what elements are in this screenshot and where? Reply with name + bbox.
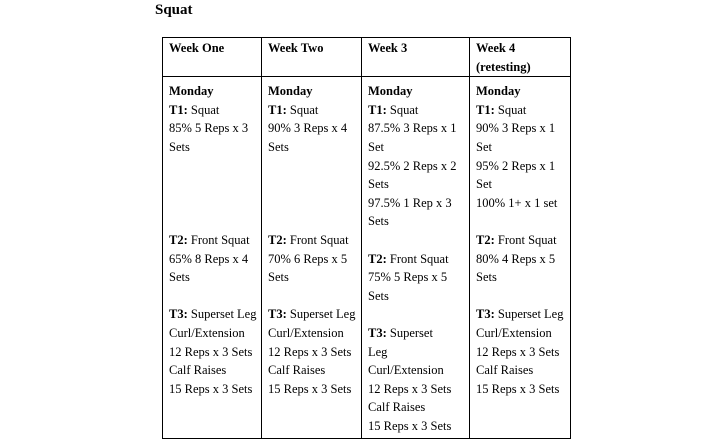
exercise-name: Front Squat [187,232,250,247]
prescription-line: 87.5% 3 Reps x 1 Set [368,121,457,154]
blank-line [368,231,465,250]
day-label: Monday [476,84,521,99]
week-cell [362,77,470,439]
exercise-name: Front Squat [286,232,349,247]
blank-line [268,175,357,194]
exercise-line [476,101,566,120]
prescription-line: 70% 6 Reps x 5 Sets [268,251,348,285]
page-title: Squat [155,2,193,18]
squat-program-table [162,37,571,439]
prescription-line: 80% 4 Reps x 5 Sets [476,251,556,285]
prescription-line: 85% 5 Reps x 3 Sets [169,121,249,154]
exercise-line [368,101,465,120]
exercise-line [268,231,357,250]
exercise-name: Superset Leg Curl/Extension [476,307,564,340]
tier-label: T1: [368,102,387,117]
prescription-line: 15 Reps x 3 Sets [169,381,253,396]
blank-line [268,287,357,306]
exercise-line [268,305,357,342]
prescription-line: 92.5% 2 Reps x 2 Sets [368,158,457,192]
exercise-name: Front Squat [386,251,449,266]
blank-line [169,175,257,194]
prescription-line: 97.5% 1 Rep x 3 Sets [368,195,452,229]
tier-label: T1: [169,102,188,117]
tier-label: T3: [368,325,387,340]
prescription-line: 12 Reps x 3 Sets [368,381,452,396]
tier-label: T3: [476,307,495,322]
column-header-week-4: Week 4 (retesting) [470,38,571,77]
day-label: Monday [268,84,313,99]
blank-line [268,157,357,176]
exercise-line [368,324,465,343]
prescription-line: Calf Raises [169,363,227,378]
blank-line [169,212,257,231]
blank-line [169,194,257,213]
week-cell [262,77,362,439]
tier-label: T3: [169,307,188,322]
exercise-line [169,101,257,120]
blank-line [476,287,566,306]
column-header-week-one: Week One [163,38,262,77]
exercise-name: Squat [386,102,419,117]
prescription-line: 100% 1+ x 1 set [476,195,558,210]
exercise-name: Squat [494,102,527,117]
blank-line [169,287,257,306]
blank-line [476,212,566,231]
day-label: Monday [368,84,413,99]
exercise-line [268,101,357,120]
exercise-name: Squat [286,102,319,117]
prescription-line: Leg Curl/Extension [368,344,444,378]
day-label: Monday [169,84,214,99]
tier-label: T1: [268,102,287,117]
exercise-line [169,231,257,250]
table-header-row [163,38,571,77]
exercise-line [368,250,465,269]
prescription-line: 90% 3 Reps x 4 Sets [268,121,348,154]
table-row [163,77,571,439]
column-header-week-3: Week 3 [362,38,470,77]
exercise-name: Front Squat [494,232,557,247]
prescription-line: 12 Reps x 3 Sets [476,344,560,359]
tier-label: T3: [268,307,287,322]
exercise-line [476,231,566,250]
blank-line [368,305,465,324]
exercise-name: Squat [187,102,220,117]
blank-line [169,157,257,176]
week-cell [470,77,571,439]
exercise-line [476,305,566,342]
prescription-line: 95% 2 Reps x 1 Set [476,158,556,192]
prescription-line: 75% 5 Reps x 5 Sets [368,270,448,303]
tier-label: T2: [368,251,387,266]
prescription-line: Calf Raises [476,363,534,378]
prescription-line: 12 Reps x 3 Sets [268,344,352,359]
exercise-line [169,305,257,342]
tier-label: T2: [476,232,495,247]
prescription-line: 12 Reps x 3 Sets [169,344,253,359]
prescription-line: 15 Reps x 3 Sets [268,381,352,396]
tier-label: T2: [268,232,287,247]
prescription-line: 65% 8 Reps x 4 Sets [169,251,249,285]
prescription-line: Calf Raises [268,363,326,378]
prescription-line: 15 Reps x 3 Sets [476,381,560,396]
blank-line [268,212,357,231]
prescription-line: 15 Reps x 3 Sets [368,418,452,433]
prescription-line: Calf Raises [368,400,426,415]
exercise-name: Superset Leg Curl/Extension [169,307,257,340]
prescription-line: 90% 3 Reps x 1 Set [476,121,556,154]
exercise-name: Superset [386,325,433,340]
exercise-name: Superset Leg Curl/Extension [268,307,356,340]
tier-label: T1: [476,102,495,117]
blank-line [268,194,357,213]
tier-label: T2: [169,232,188,247]
column-header-week-two: Week Two [262,38,362,77]
week-cell [163,77,262,439]
